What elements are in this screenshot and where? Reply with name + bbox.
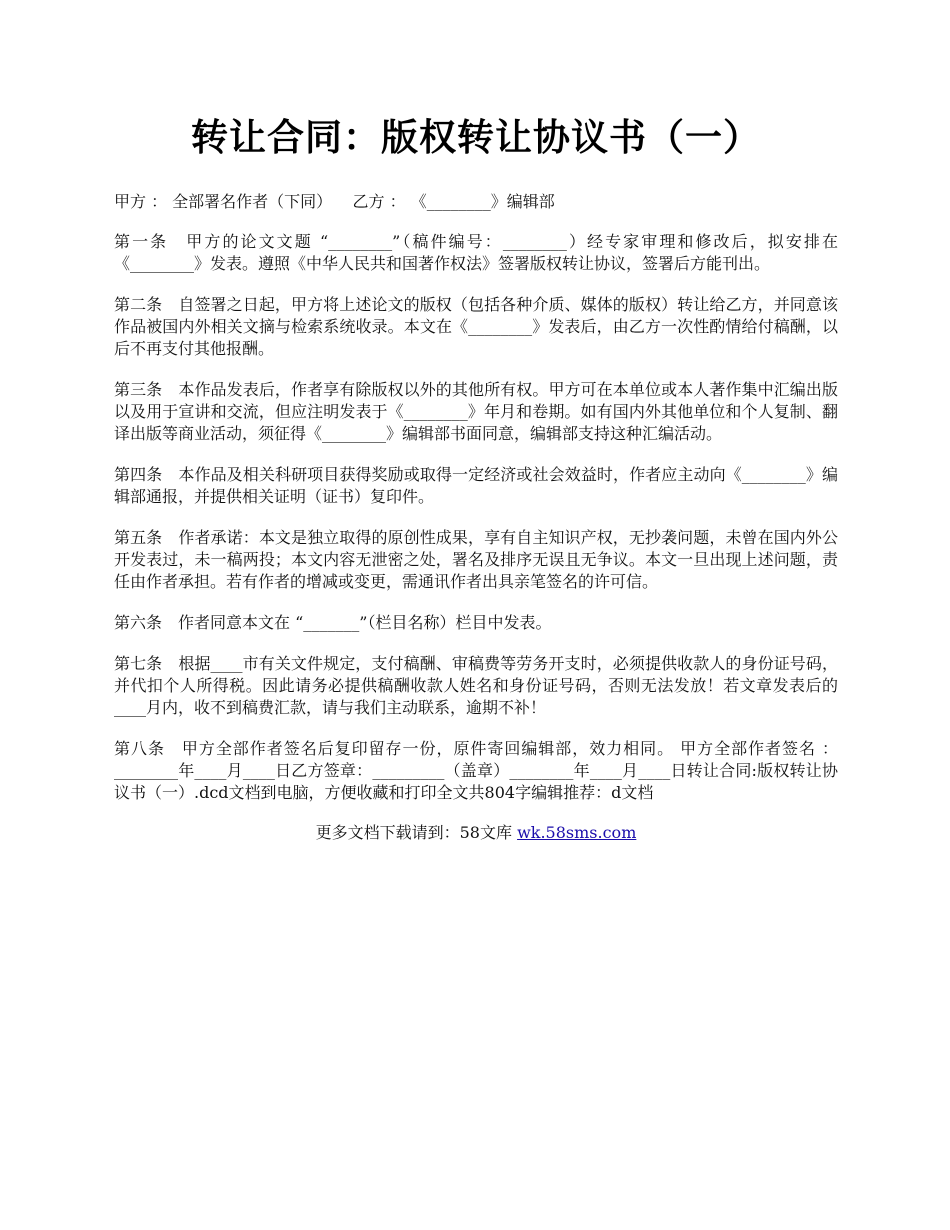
article-6: 第六条 作者同意本文在 “_______”（栏目名称）栏目中发表。 — [114, 613, 552, 632]
download-footer — [114, 822, 838, 844]
article-2: 第二条 自签署之日起，甲方将上述论文的版权（包括各种介质、媒体的版权）转让给乙方，并同意该作品被国内外相关文摘与检索系统收录。本文在《________》发表后，由乙方一次性酌情给付稿酬，以后不再支付其他报酬。 — [114, 295, 838, 358]
article-8: 第八条 甲方全部作者签名后复印留存一份，原件寄回编辑部，效力相同。 甲方全部作者签名 ：________年____月____日乙方签章：_________（盖章）________年____月____日转让合同:版权转让协议书（一）.dcd文档到电脑，方便收藏和打印全文共804字编辑推荐：d文档 — [114, 739, 838, 802]
footer-link[interactable]: wk.58sms.com — [517, 823, 637, 842]
article-3: 第三条 本作品发表后，作者享有除版权以外的其他所有权。甲方可在本单位或本人著作集中汇编出版以及用于宣讲和交流，但应注明发表于《________》年月和卷期。如有国内外其他单位和个人复制、翻译出版等商业活动，须征得《________》编辑部书面同意，编辑部支持这种汇编活动。 — [114, 380, 838, 443]
article-1: 第一条 甲方的论文文题 “________”（稿件编号：________）经专家审理和修改后，拟安排在《________》发表。遵照《中华人民共和国著作权法》签署版权转让协议，签署后方能刊出。 — [114, 232, 838, 273]
article-7: 第七条 根据____市有关文件规定，支付稿酬、审稿费等劳务开支时，必须提供收款人的身份证号码，并代扣个人所得税。因此请务必提供稿酬收款人姓名和身份证号码，否则无法发放！若文章发表后的____月内，收不到稿费汇款，请与我们主动联系，逾期不补！ — [114, 654, 838, 717]
footer-text: 更多文档下载请到：58文库 — [315, 823, 518, 842]
document-title: 转让合同：版权转让协议书（一） — [191, 115, 761, 159]
article-5: 第五条 作者承诺：本文是独立取得的原创性成果，享有自主知识产权，无抄袭问题，未曾在国内外公开发表过，未一稿两投；本文内容无泄密之处，署名及排序无误且无争议。本文一旦出现上述问题，责任由作者承担。若有作者的增减或变更，需通讯作者出具亲笔签名的许可信。 — [114, 528, 838, 591]
article-4: 第四条 本作品及相关科研项目获得奖励或取得一定经济或社会效益时，作者应主动向《________》编辑部通报，并提供相关证明（证书）复印件。 — [114, 465, 838, 506]
document-page — [114, 0, 838, 844]
parties-line: 甲方 ： 全部署名作者（下同） 乙方 ： 《________》编辑部 — [114, 192, 555, 211]
